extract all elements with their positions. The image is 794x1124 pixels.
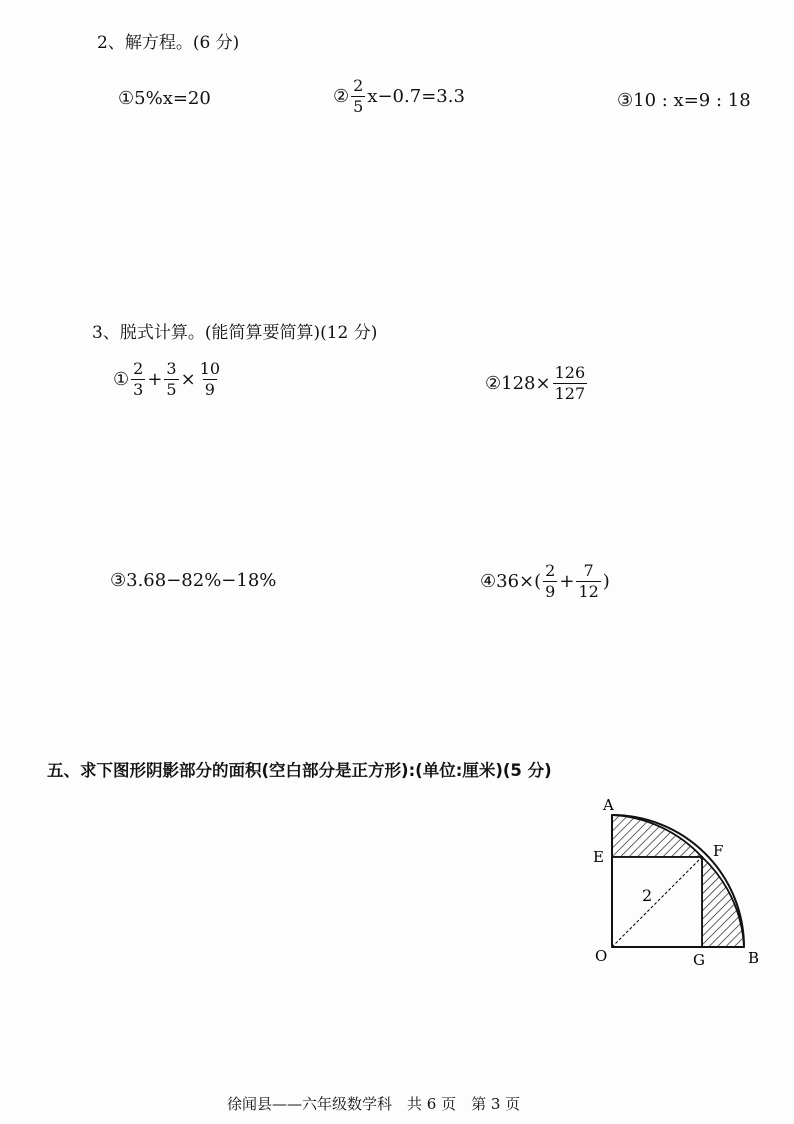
q2-equation-1: ①5%x=20: [118, 88, 211, 109]
q3-calc-4: [480, 563, 610, 600]
fraction: [164, 361, 178, 398]
fraction-numerator: 2: [133, 359, 144, 378]
q2-equation-3: ③10 : x=9 : 18: [617, 90, 751, 111]
fraction-numerator: 2: [353, 76, 364, 95]
operator: +: [559, 571, 575, 592]
q2-heading: 2、解方程。(6 分): [97, 33, 240, 53]
point-label-e: E: [593, 848, 604, 866]
fraction-denominator: 5: [353, 97, 364, 116]
fraction-numerator: 126: [554, 363, 586, 382]
page-footer: 徐闻县——六年级数学科 共 6 页 第 3 页: [227, 1095, 521, 1113]
point-label-o: O: [595, 947, 608, 965]
diagonal-length-label: 2: [642, 886, 653, 905]
fraction-denominator: 12: [578, 582, 599, 601]
point-label-g: G: [693, 951, 705, 969]
fraction: [553, 365, 588, 402]
fraction-numerator: 7: [583, 561, 594, 580]
q2-eq2-fraction: [351, 78, 365, 115]
calc-4-mark: ④36×(: [480, 571, 542, 592]
calc-2-mark: ②128×: [485, 373, 551, 394]
fraction: [576, 563, 600, 600]
q2-equation-2: [333, 78, 465, 115]
close-paren: ): [602, 571, 610, 592]
fraction-denominator: 9: [545, 582, 556, 601]
q2-eq2-rest: x−0.7=3.3: [367, 86, 465, 107]
operator: +: [147, 369, 163, 390]
point-label-f: F: [713, 842, 724, 860]
quarter-circle-figure: [585, 790, 775, 975]
shaded-region-right: [702, 857, 744, 947]
fraction-numerator: 2: [545, 561, 556, 580]
white-square: [612, 857, 702, 947]
operator: ×: [180, 369, 196, 390]
fraction: [543, 563, 557, 600]
fraction: [131, 361, 145, 398]
fraction: [198, 361, 222, 398]
shaded-region-top: [612, 815, 702, 857]
point-label-b: B: [748, 949, 760, 967]
calc-1-mark: ①: [113, 369, 130, 390]
fraction-numerator: 3: [166, 359, 177, 378]
q5-heading: 五、求下图形阴影部分的面积(空白部分是正方形):(单位:厘米)(5 分): [47, 761, 552, 780]
fraction-numerator: 10: [199, 359, 221, 378]
point-label-a: A: [603, 796, 614, 814]
fraction-denominator: 3: [133, 380, 144, 399]
q3-calc-1: [113, 361, 224, 398]
q3-heading: 3、脱式计算。(能简算要简算)(12 分): [92, 323, 378, 343]
q3-calc-2: [485, 365, 589, 402]
fraction-denominator: 9: [204, 380, 215, 399]
fraction-denominator: 127: [554, 384, 586, 403]
q3-calc-3: ③3.68−82%−18%: [110, 570, 277, 591]
fraction-denominator: 5: [166, 380, 177, 399]
q2-eq2-mark: ②: [333, 86, 350, 107]
